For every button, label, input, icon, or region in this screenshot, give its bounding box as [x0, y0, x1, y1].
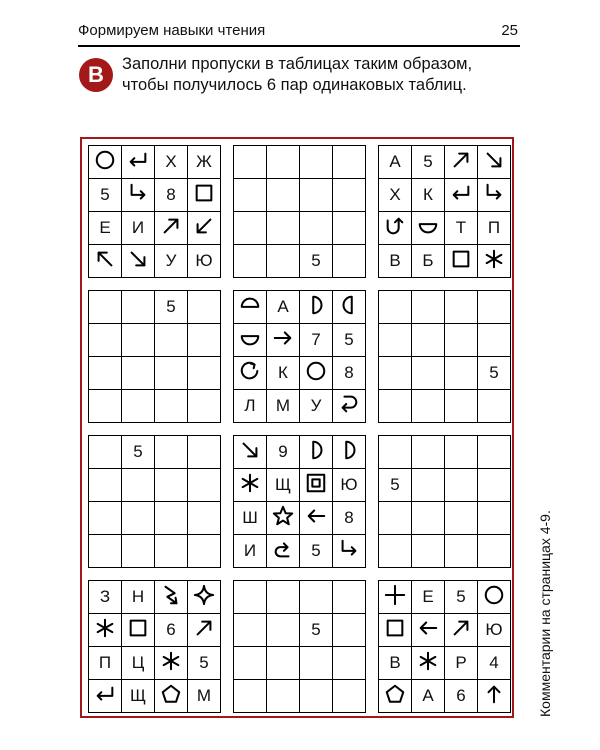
grid-cell: 5 [122, 436, 155, 469]
empty-cell [188, 535, 221, 568]
empty-cell [445, 436, 478, 469]
grid-cell [234, 469, 267, 502]
table-grid [378, 435, 511, 568]
empty-cell [122, 291, 155, 324]
empty-cell [267, 179, 300, 212]
empty-cell [122, 502, 155, 535]
half-circle-left-icon [338, 294, 360, 321]
empty-cell [122, 390, 155, 423]
grid-cell: М [188, 680, 221, 713]
arrow-nw-icon [94, 248, 116, 275]
empty-cell [333, 212, 366, 245]
square-icon [384, 617, 406, 644]
grid-cell [445, 245, 478, 278]
empty-cell [379, 535, 412, 568]
grid-cell: Л [234, 390, 267, 423]
empty-cell [234, 680, 267, 713]
table-grid [88, 145, 221, 278]
empty-cell [300, 581, 333, 614]
grid-cell: Х [155, 146, 188, 179]
down-right-icon [483, 182, 505, 209]
down-right-icon [338, 538, 360, 565]
empty-cell [188, 324, 221, 357]
grid-cell: Р [445, 647, 478, 680]
empty-cell [300, 680, 333, 713]
grid-cell [89, 614, 122, 647]
diamond-icon [193, 584, 215, 611]
table-grid [378, 145, 511, 278]
grid-cell: 5 [379, 469, 412, 502]
empty-cell [412, 502, 445, 535]
empty-cell [188, 357, 221, 390]
empty-cell [478, 324, 511, 357]
grid-cell: 5 [412, 146, 445, 179]
grid-cell [445, 614, 478, 647]
grid-cell: В [379, 245, 412, 278]
grid-cell [234, 357, 267, 390]
half-circle-right-icon [338, 439, 360, 466]
empty-cell [445, 469, 478, 502]
square-icon [450, 248, 472, 275]
empty-cell [188, 502, 221, 535]
square-icon [127, 617, 149, 644]
grid-cell [300, 291, 333, 324]
grid-cell [379, 581, 412, 614]
empty-cell [234, 212, 267, 245]
empty-cell [379, 436, 412, 469]
empty-cell [155, 357, 188, 390]
empty-cell [379, 324, 412, 357]
grid-cell [445, 146, 478, 179]
empty-cell [155, 324, 188, 357]
double-square-icon [305, 472, 327, 499]
empty-cell [122, 469, 155, 502]
empty-cell [267, 581, 300, 614]
grid-cell [412, 647, 445, 680]
empty-cell [333, 179, 366, 212]
empty-cell [122, 357, 155, 390]
empty-cell [267, 245, 300, 278]
circle-icon [483, 584, 505, 611]
empty-cell [412, 357, 445, 390]
task-letter-badge: В [79, 58, 113, 92]
grid-cell: 8 [333, 357, 366, 390]
table-grid [88, 435, 221, 568]
table-grid [88, 580, 221, 713]
empty-cell [412, 436, 445, 469]
empty-cell [122, 324, 155, 357]
arrow-left-icon [417, 617, 439, 644]
grid-cell [379, 212, 412, 245]
circle-icon [305, 360, 327, 387]
task-instruction: Заполни пропуски в таблицах таким образом, чтобы получилось 6 пар одинаковых таблиц. [122, 55, 473, 94]
grid-cell [412, 614, 445, 647]
empty-cell [155, 469, 188, 502]
empty-cell [188, 291, 221, 324]
empty-cell [188, 469, 221, 502]
empty-cell [300, 179, 333, 212]
empty-cell [234, 581, 267, 614]
side-note: Комментарии на страницах 4-9. [537, 510, 553, 717]
arrow-up-icon [483, 683, 505, 710]
grid-cell [333, 390, 366, 423]
grid-cell: У [155, 245, 188, 278]
empty-cell [445, 324, 478, 357]
grid-cell: Н [122, 581, 155, 614]
grid-cell: К [267, 357, 300, 390]
empty-cell [333, 647, 366, 680]
empty-cell [155, 436, 188, 469]
grid-cell [155, 212, 188, 245]
grid-cell [300, 469, 333, 502]
empty-cell [478, 469, 511, 502]
empty-cell [445, 502, 478, 535]
table-grid [378, 290, 511, 423]
arrow-right-icon [272, 327, 294, 354]
empty-cell [89, 535, 122, 568]
empty-cell [89, 357, 122, 390]
empty-cell [234, 245, 267, 278]
down-right-icon [127, 182, 149, 209]
arrow-left-icon [305, 505, 327, 532]
empty-cell [412, 291, 445, 324]
grid-cell [122, 245, 155, 278]
empty-cell [478, 535, 511, 568]
grid-cell: 5 [300, 245, 333, 278]
empty-cell [155, 502, 188, 535]
table-grid [233, 435, 366, 568]
empty-cell [478, 436, 511, 469]
empty-cell [234, 647, 267, 680]
grid-cell: Щ [267, 469, 300, 502]
grid-cell: Е [89, 212, 122, 245]
grid-cell [122, 614, 155, 647]
grid-cell [155, 581, 188, 614]
empty-cell [188, 390, 221, 423]
return-icon [450, 182, 472, 209]
arrow-se-icon [483, 149, 505, 176]
empty-cell [89, 436, 122, 469]
grid-cell: 5 [155, 291, 188, 324]
arrow-se-icon [239, 439, 261, 466]
table-grid [233, 580, 366, 713]
empty-cell [300, 647, 333, 680]
empty-cell [122, 535, 155, 568]
grid-cell: Е [412, 581, 445, 614]
lightning-icon [160, 584, 182, 611]
asterisk-icon [94, 617, 116, 644]
empty-cell [412, 535, 445, 568]
grid-cell [188, 614, 221, 647]
arrow-se-icon [127, 248, 149, 275]
empty-cell [412, 469, 445, 502]
grid-cell: Ю [478, 614, 511, 647]
grid-cell [188, 581, 221, 614]
empty-cell [445, 535, 478, 568]
empty-cell [333, 581, 366, 614]
square-icon [193, 182, 215, 209]
empty-cell [478, 390, 511, 423]
empty-cell [333, 680, 366, 713]
star-icon [272, 505, 294, 532]
grid-cell: Б [412, 245, 445, 278]
grid-cell: У [300, 390, 333, 423]
grid-cell [267, 502, 300, 535]
empty-cell [89, 390, 122, 423]
header-rule [78, 45, 520, 47]
grid-cell [379, 614, 412, 647]
asterisk-icon [417, 650, 439, 677]
grid-cell: П [89, 647, 122, 680]
grid-cell [478, 146, 511, 179]
arrow-ne-icon [160, 215, 182, 242]
half-circle-right-icon [305, 294, 327, 321]
empty-cell [379, 502, 412, 535]
page-header [78, 22, 518, 42]
arrow-ne-icon [450, 149, 472, 176]
empty-cell [89, 502, 122, 535]
empty-cell [300, 212, 333, 245]
grid-cell: 5 [188, 647, 221, 680]
grid-cell: А [267, 291, 300, 324]
arrow-sw-icon [193, 215, 215, 242]
grid-cell [300, 436, 333, 469]
grid-cell [122, 179, 155, 212]
empty-cell [155, 390, 188, 423]
cross-icon [384, 584, 406, 611]
grid-cell [379, 680, 412, 713]
grid-cell [478, 179, 511, 212]
grid-cell: А [412, 680, 445, 713]
grid-cell: Ю [333, 469, 366, 502]
half-circle-right-icon [305, 439, 327, 466]
grid-cell [234, 436, 267, 469]
asterisk-icon [239, 472, 261, 499]
grid-cell [300, 502, 333, 535]
grid-cell: 5 [445, 581, 478, 614]
grid-cell: В [379, 647, 412, 680]
page-number: 25 [501, 22, 518, 39]
empty-cell [267, 146, 300, 179]
grid-cell: Ш [234, 502, 267, 535]
grid-cell [333, 535, 366, 568]
grid-cell: Ц [122, 647, 155, 680]
grid-cell: Х [379, 179, 412, 212]
grid-cell [89, 245, 122, 278]
grid-cell [89, 680, 122, 713]
empty-cell [412, 324, 445, 357]
empty-cell [89, 469, 122, 502]
grid-cell: Щ [122, 680, 155, 713]
empty-cell [412, 390, 445, 423]
grid-cell [300, 357, 333, 390]
empty-cell [333, 245, 366, 278]
grid-cell [155, 680, 188, 713]
grid-cell: 5 [300, 535, 333, 568]
empty-cell [155, 535, 188, 568]
grid-cell: Ж [188, 146, 221, 179]
grid-cell [188, 179, 221, 212]
grid-cell [155, 647, 188, 680]
grid-cell: 7 [300, 324, 333, 357]
arrow-ne-icon [193, 617, 215, 644]
grid-cell [333, 291, 366, 324]
grid-cell: 5 [478, 357, 511, 390]
empty-cell [379, 357, 412, 390]
empty-cell [379, 390, 412, 423]
half-circle-down-icon [239, 327, 261, 354]
grid-cell: 9 [267, 436, 300, 469]
grid-cell: Ю [188, 245, 221, 278]
return-icon [94, 683, 116, 710]
pentagon-icon [384, 683, 406, 710]
asterisk-icon [160, 650, 182, 677]
empty-cell [300, 146, 333, 179]
empty-cell [478, 502, 511, 535]
empty-cell [234, 146, 267, 179]
empty-cell [379, 291, 412, 324]
empty-cell [445, 291, 478, 324]
table-grid [378, 580, 511, 713]
table-grid [233, 290, 366, 423]
pentagon-icon [160, 683, 182, 710]
grid-cell: И [122, 212, 155, 245]
grid-cell: 6 [445, 680, 478, 713]
grid-cell [445, 179, 478, 212]
grid-cell: 4 [478, 647, 511, 680]
empty-cell [333, 146, 366, 179]
grid-cell [234, 291, 267, 324]
grid-cell: 6 [155, 614, 188, 647]
grid-cell [412, 212, 445, 245]
u-turn-icon [384, 215, 406, 242]
grid-cell [89, 146, 122, 179]
empty-cell [267, 647, 300, 680]
empty-cell [89, 291, 122, 324]
grid-cell [267, 535, 300, 568]
empty-cell [445, 357, 478, 390]
return-icon [127, 149, 149, 176]
asterisk-icon [483, 248, 505, 275]
grid-cell: 5 [300, 614, 333, 647]
half-circle-down-icon [417, 215, 439, 242]
grid-cell [188, 212, 221, 245]
empty-cell [188, 436, 221, 469]
grid-cell [478, 680, 511, 713]
empty-cell [234, 179, 267, 212]
circle-arrow-icon [239, 360, 261, 387]
grid-cell [478, 245, 511, 278]
grid-cell: 5 [333, 324, 366, 357]
grid-cell: 8 [155, 179, 188, 212]
grid-cell: К [412, 179, 445, 212]
empty-cell [445, 390, 478, 423]
empty-cell [333, 614, 366, 647]
grid-cell: З [89, 581, 122, 614]
empty-cell [267, 614, 300, 647]
empty-cell [267, 680, 300, 713]
empty-cell [478, 291, 511, 324]
section-title: Формируем навыки чтения [78, 22, 266, 39]
hook-right-icon [272, 538, 294, 565]
empty-cell [234, 614, 267, 647]
grid-cell: А [379, 146, 412, 179]
circle-icon [94, 149, 116, 176]
arrow-ne-icon [450, 617, 472, 644]
u-back-icon [338, 393, 360, 420]
grid-cell [234, 324, 267, 357]
table-grid [233, 145, 366, 278]
empty-cell [267, 212, 300, 245]
grid-cell [478, 581, 511, 614]
grid-cell: 8 [333, 502, 366, 535]
half-circle-up-icon [239, 294, 261, 321]
grid-cell: И [234, 535, 267, 568]
grid-cell [122, 146, 155, 179]
grid-cell [267, 324, 300, 357]
grid-cell: М [267, 390, 300, 423]
empty-cell [89, 324, 122, 357]
grid-cell: П [478, 212, 511, 245]
grid-cell [333, 436, 366, 469]
grid-cell: 5 [89, 179, 122, 212]
table-grid [88, 290, 221, 423]
grid-cell: Т [445, 212, 478, 245]
